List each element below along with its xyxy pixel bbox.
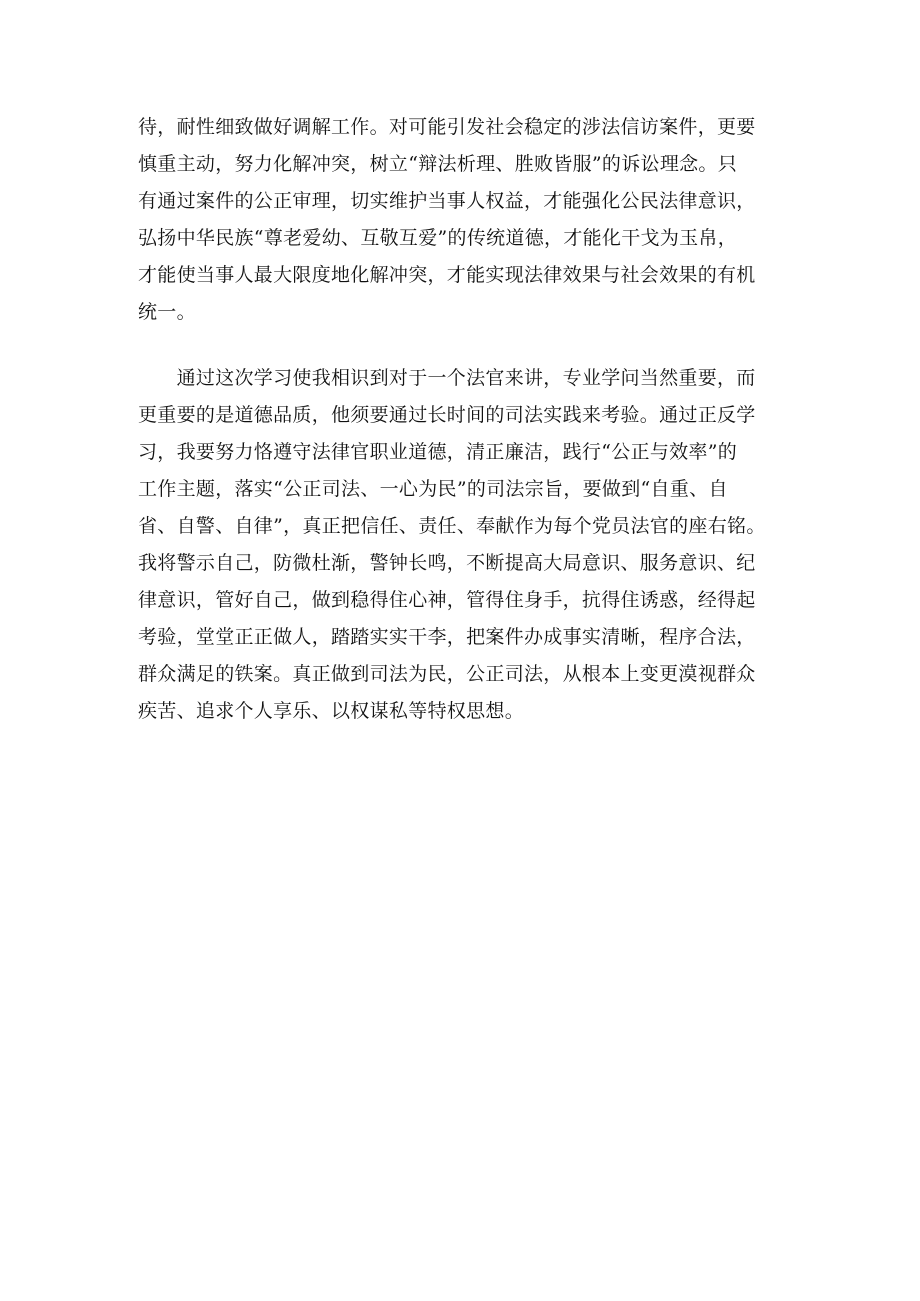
text-line: 我将警示自己，防微杜渐，警钟长鸣，不断提高大局意识、服务意识、纪: [138, 552, 756, 574]
paragraph-2: [138, 360, 798, 730]
text-line: 慎重主动，努力化解冲突，树立“辩法析理、胜败皆服”的诉讼理念。只: [138, 153, 738, 175]
paragraph-1: [138, 109, 798, 331]
text-line: 群众满足的铁案。真正做到司法为民，公正司法，从根本上变更漠视群众: [138, 663, 756, 685]
text-line: 省、自警、自律”，真正把信任、责任、奉献作为每个党员法官的座右铭。: [138, 515, 766, 537]
text-line: 有通过案件的公正审理，切实维护当事人权益，才能强化公民法律意识，: [138, 190, 756, 212]
text-line: 通过这次学习使我相识到对于一个法官来讲，专业学问当然重要，而: [138, 367, 756, 389]
text-line: 律意识，管好自己，做到稳得住心神，管得住身手，抗得住诱惑，经得起: [138, 589, 756, 611]
text-line: 习，我要努力恪遵守法律官职业道德，清正廉洁，践行“公正与效率”的: [138, 441, 738, 463]
text-line: 统一。: [138, 301, 196, 323]
text-line: 弘扬中华民族“尊老爱幼、互敬互爱”的传统道德，才能化干戈为玉帛，: [138, 227, 738, 249]
text-line: 疾苦、追求个人享乐、以权谋私等特权思想。: [138, 700, 525, 722]
text-line: 工作主题，落实“公正司法、一心为民”的司法宗旨，要做到“自重、自: [138, 478, 728, 500]
text-line: 考验，堂堂正正做人，踏踏实实干李，把案件办成事实清晰，程序合法，: [138, 626, 756, 648]
text-line: 待，耐性细致做好调解工作。对可能引发社会稳定的涉法信访案件，更要: [138, 116, 756, 138]
text-line: 更重要的是道德品质，他须要通过长时间的司法实践来考验。通过正反学: [138, 404, 756, 426]
text-line: 才能使当事人最大限度地化解冲突，才能实现法律效果与社会效果的有机: [138, 264, 756, 286]
